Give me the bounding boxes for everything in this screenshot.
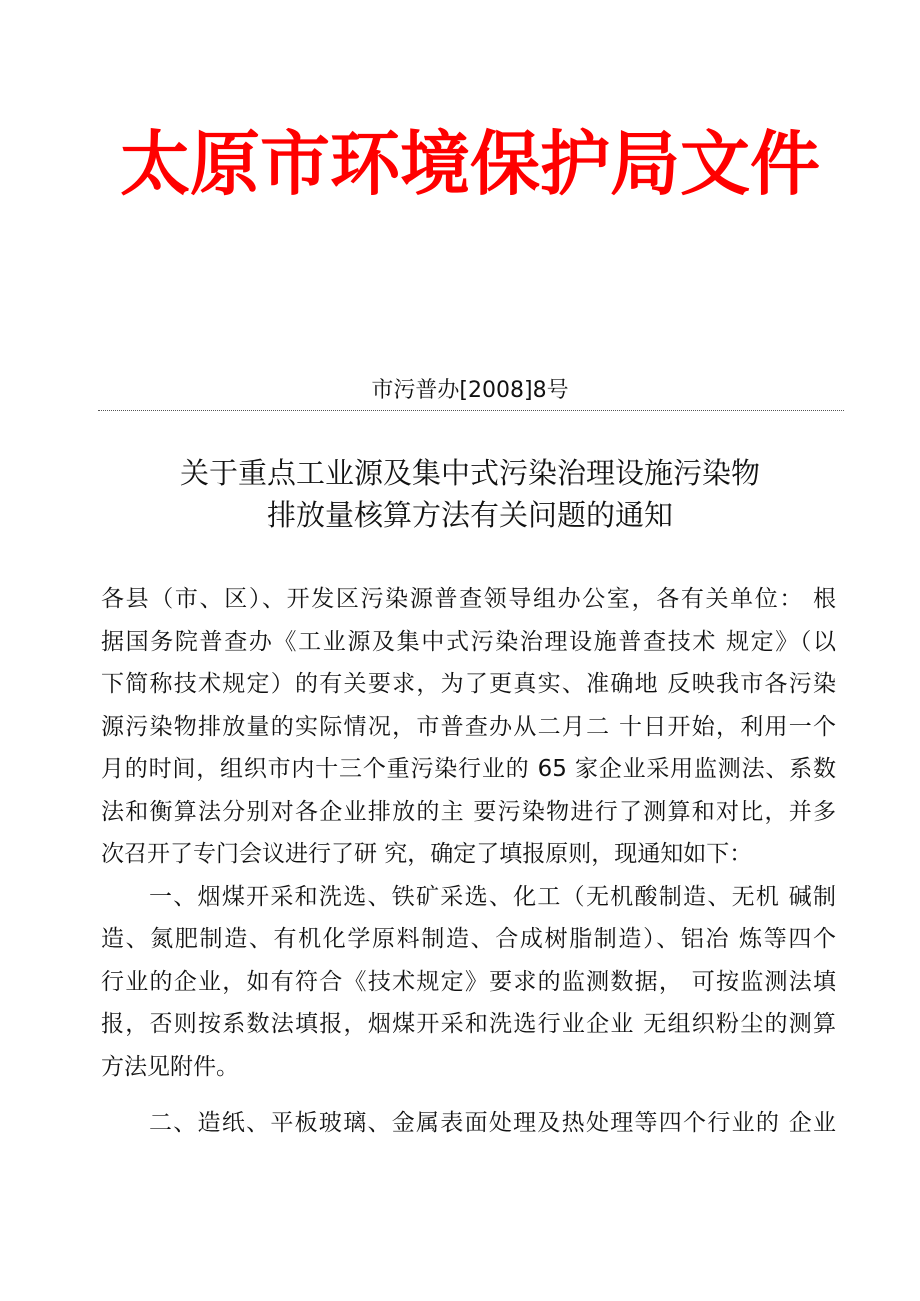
- body-line: 据国务院普查办《工业源及集中式污染治理设施普查技术 规定》（以: [101, 628, 836, 655]
- issuing-authority-header: 太原市环境保护局文件: [120, 123, 820, 205]
- body-line: 方法见附件。: [101, 1053, 239, 1080]
- body-line: 行业的企业，如有符合《技术规定》要求的监测数据， 可按监测法填: [101, 968, 836, 995]
- body-line: 源污染物排放量的实际情况，市普查办从二月二 十日开始，利用一个: [101, 713, 836, 740]
- body-line: 法和衡算法分别对各企业排放的主 要污染物进行了测算和对比，并多: [101, 798, 836, 825]
- document-number: 市污普办[2008]8号: [371, 378, 569, 403]
- body-line: 月的时间，组织市内十三个重污染行业的 65 家企业采用监测法、系数: [101, 756, 836, 782]
- paragraph-3: [101, 1102, 836, 1145]
- body-line: 下简称技术规定）的有关要求，为了更真实、准确地 反映我市各污染: [101, 671, 836, 697]
- notice-body: [101, 578, 836, 1145]
- header-divider: [98, 410, 844, 411]
- body-line: 次召开了专门会议进行了研 究，确定了填报原则，现通知如下：: [101, 841, 753, 867]
- body-line: 报，否则按系数法填报，烟煤开采和洗选行业企业 无组织粉尘的测算: [101, 1011, 836, 1037]
- body-line: 造、氮肥制造、有机化学原料制造、合成树脂制造）、铝冶 炼等四个: [101, 926, 836, 952]
- paragraph-gap: [101, 1088, 836, 1102]
- notice-title: [0, 452, 920, 536]
- body-line: 一、烟煤开采和洗选、铁矿采选、化工（无机酸制造、无机 碱制: [149, 883, 836, 910]
- body-line: 二、造纸、平板玻璃、金属表面处理及热处理等四个行业的 企业: [149, 1110, 836, 1136]
- notice-title-line-1: 关于重点工业源及集中式污染治理设施污染物: [179, 456, 760, 490]
- body-line: 各县（市、区）、开发区污染源普查领导组办公室，各有关单位： 根: [101, 586, 836, 612]
- paragraph-2: [101, 876, 836, 1089]
- paragraph-1: [101, 578, 836, 876]
- notice-title-line-2: 排放量核算方法有关问题的通知: [266, 498, 673, 532]
